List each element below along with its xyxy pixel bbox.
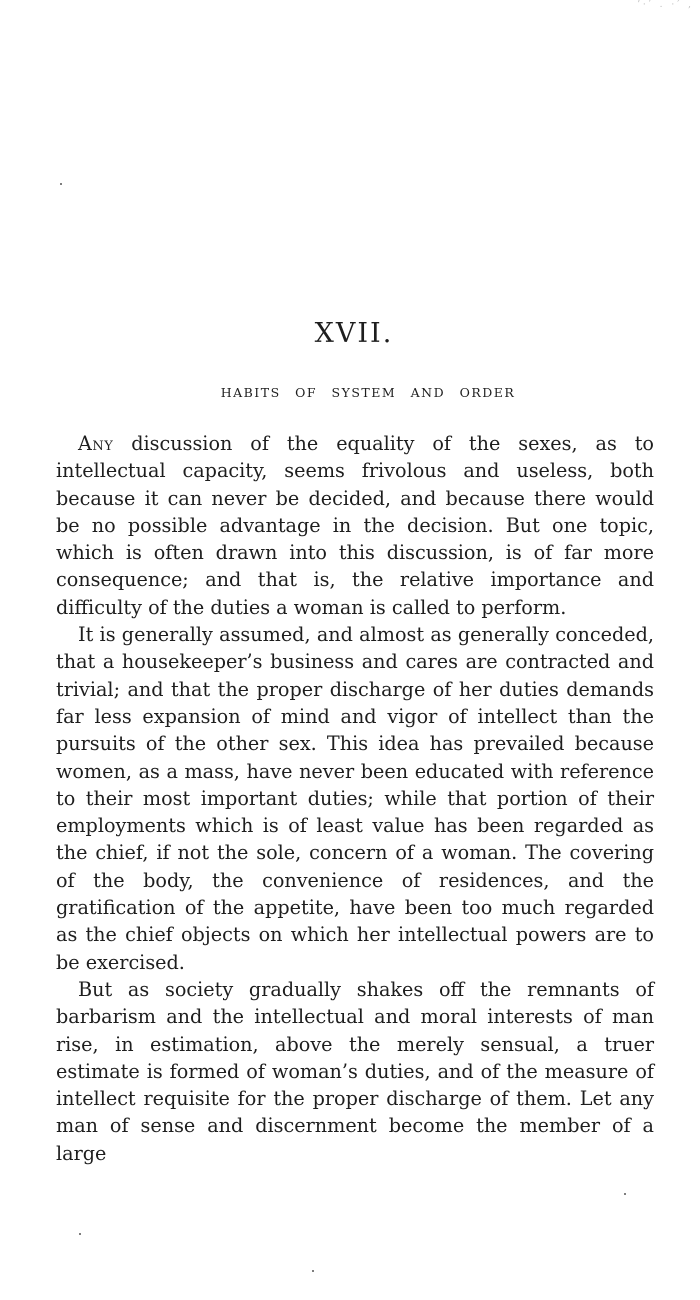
paragraph (56, 430, 654, 621)
ink-speck (79, 1233, 81, 1235)
paragraph (56, 976, 654, 1167)
ink-speck (312, 1270, 314, 1272)
chapter-numeral: XVII. (314, 318, 394, 349)
chapter-title: HABITS OF SYSTEM AND ORDER (220, 385, 516, 400)
paragraph-lead-word: Any (78, 432, 114, 455)
paragraph-text: It is generally assumed, and almost as generally conceded, that a housekeeper’s business and cares are contracted and trivial; and that the proper discharge of her duties demands far less expansion of mind and vigor of intellect than the pursuits of the other sex. This idea has prevailed because women, as a mass, have never been educated with reference to their most important duties; while that portion of their employments which is of least value has been regarded as the chief, if not the sole, concern of a woman. The covering of the body, the convenience of residences, and the gratification of the appetite, have been too much regarded as the chief objects on which her intellectual powers are to be exercised. (56, 623, 654, 974)
paragraph (56, 621, 654, 976)
paragraph-text: discussion of the equality of the sexes, as to intellectual capacity, seems frivolous and useless, both because it can never be decided, and because there would be no possible advantage in the decision. But one topic, which is often drawn into this discussion, is of far more consequence; and that is, the relative importance and difficulty of the duties a woman is called to perform. (56, 432, 654, 619)
ink-speck (624, 1193, 626, 1195)
body-text (56, 430, 654, 1167)
ink-speck (60, 183, 62, 185)
scan-corner-marks: ʼ·′ . ·′ , (637, 0, 694, 10)
paragraph-text: But as society gradually shakes off the remnants of barbarism and the intellectual and moral interests of man rise, in estimation, above the merely sensual, a truer estimate is formed of woman’s duties, and of the measure of intellect requisite for the proper discharge of them. Let any man of sense and discernment become the member of a large (56, 977, 654, 1165)
